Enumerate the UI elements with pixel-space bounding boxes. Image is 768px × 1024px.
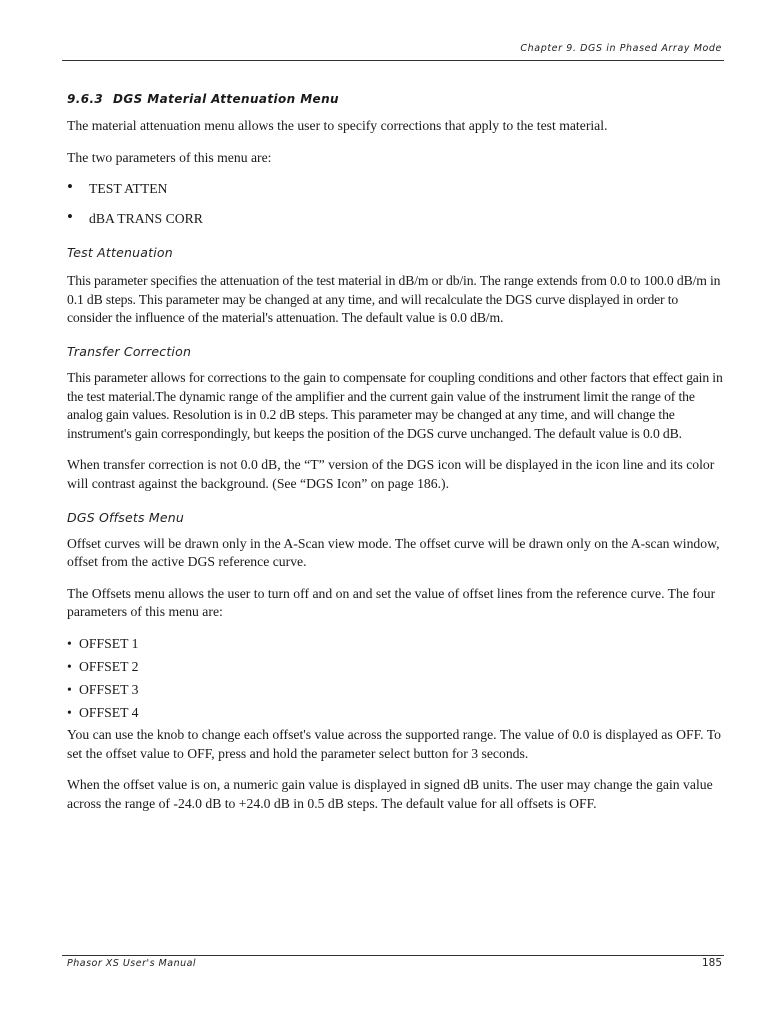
intro-paragraph: The material attenuation menu allows the user to specify corrections that apply to the test material. <box>67 118 608 133</box>
bullet-icon: • <box>67 177 73 197</box>
test-attenuation-paragraph: This parameter specifies the attenuation of the test material in dB/m or db/in. The range extends from 0.0 to 100.0 dB/m in 0.1 dB steps. This parameter may be changed at any time, and will recalculate the DGS curve displayed in order to consider the influence of the material's attenuation. The default value is 0.0 dB/m. <box>67 273 721 326</box>
offsets-knob-paragraph: You can use the knob to change each offset's value across the supported range. The value of 0.0 is displayed as OFF. To set the offset value to OFF, press and hold the parameter select button for 3 seconds. <box>67 726 721 761</box>
running-header: Chapter 9. DGS in Phased Array Mode <box>520 43 722 54</box>
offsets-heading: DGS Offsets Menu <box>67 509 184 525</box>
transfer-correction-paragraph: This parameter allows for corrections to the gain to compensate for coupling conditions and other factors that effect gain in the test material.The dynamic range of the amplifier and the current gain value of the instrument limit the range of the analog gain values. Resolution is in 0.2 dB steps. This parameter may be changed at any time, and will change the instrument's gain correspondingly, but keeps the position of the DGS curve unchanged. The default value is 0.0 dB. <box>67 369 723 441</box>
transfer-correction-heading: Transfer Correction <box>67 343 192 359</box>
offsets-list <box>67 635 723 722</box>
section-title: DGS Material Attenuation Menu <box>113 92 339 106</box>
bullet-icon: • <box>67 681 72 697</box>
transfer-correction-note: When transfer correction is not 0.0 dB, the “T” version of the DGS icon will be displayed in the icon line and its color will contrast against the background. (See “DGS Icon” on page 186.). <box>67 457 715 491</box>
section-number: 9.6.3 <box>67 92 104 106</box>
footer-manual-title: Phasor XS User's Manual <box>67 958 197 969</box>
footer-rule <box>62 955 724 956</box>
offsets-paragraph: Offset curves will be drawn only in the A-Scan view mode. The offset curve will be drawn only on the A-scan window, offset from the active DGS reference curve. <box>67 535 720 570</box>
offsets-gain-paragraph: When the offset value is on, a numeric gain value is displayed in signed dB units. The user may change the gain value across the range of -24.0 dB to +24.0 dB in 0.5 dB steps. The default value for all offsets is OFF. <box>67 777 713 811</box>
section-heading <box>67 88 723 110</box>
bullet-icon: • <box>67 635 72 651</box>
page-number: 185 <box>701 957 722 969</box>
test-attenuation-heading: Test Attenuation <box>67 245 173 261</box>
bullet-icon: • <box>67 704 72 720</box>
bullet-icon: • <box>67 658 72 674</box>
list-item: • OFFSET 3 <box>67 681 139 697</box>
offsets-intro-paragraph: The Offsets menu allows the user to turn off and on and set the value of offset lines from the reference curve. The four parameters of this menu are: <box>67 585 716 620</box>
bullet-icon: • <box>67 207 73 227</box>
list-item: • OFFSET 1 <box>67 635 139 651</box>
page-content <box>67 88 723 813</box>
params-list <box>67 177 723 228</box>
list-item: • dBA TRANS CORR <box>67 207 203 227</box>
list-item: • TEST ATTEN <box>67 177 168 197</box>
list-item: • OFFSET 4 <box>67 704 139 720</box>
header-rule <box>62 60 724 61</box>
list-item: • OFFSET 2 <box>67 658 139 674</box>
params-intro-paragraph: The two parameters of this menu are: <box>67 149 272 165</box>
